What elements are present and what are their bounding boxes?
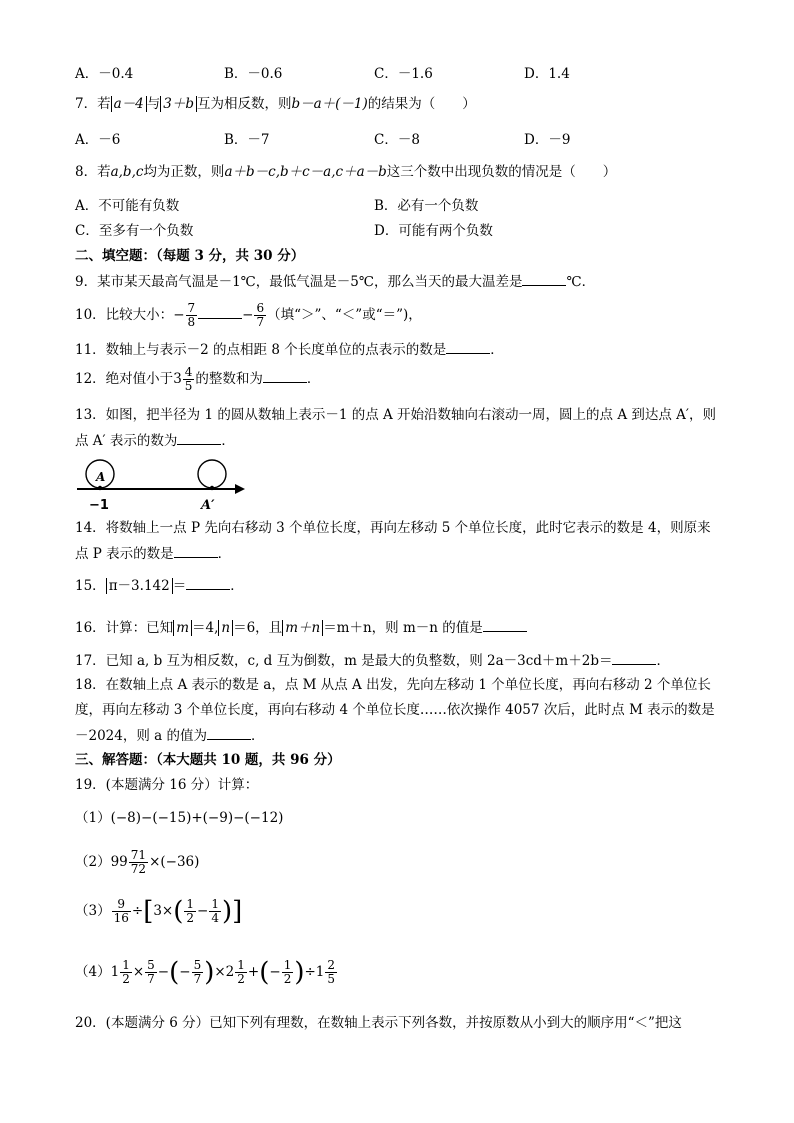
question-19-part-2: （2）99 $\frac{71}{72}$ ×(−36): [75, 848, 200, 876]
question-14-line-1: 14．将数轴上一点 P 先向右移动 3 个单位长度，再向左移动 5 个单位长度，此时它表示的数是 4，则原来: [75, 520, 711, 536]
arrow-head-icon: [235, 484, 245, 494]
q6-option-a: A．－0.4: [75, 66, 134, 82]
question-9: 9．某市某天最高气温是－1℃，最低气温是－5℃，那么当天的最大温差是 ℃．: [75, 271, 595, 292]
abs-expr: a－4: [111, 96, 147, 112]
q7-option-b: B．－7: [224, 132, 270, 148]
q7-option-d: D．－9: [524, 132, 571, 148]
question-17: 17．已知 a, b 互为相反数，c, d 互为倒数，m 是最大的负整数，则 2a－3cd＋m＋2b＝ ．: [75, 650, 670, 671]
fraction: $\frac{1}{2}$: [122, 958, 130, 986]
question-19-title: 19．(本题满分 16 分）计算：: [75, 777, 259, 793]
q7-option-c: C．－8: [374, 132, 420, 148]
fraction: $\frac{71}{72}$: [130, 848, 147, 876]
question-11: 11．数轴上与表示－2 的点相距 8 个长度单位的点表示的数是 ．: [75, 339, 504, 360]
answer-blank[interactable]: [522, 271, 566, 286]
q8-option-d: D．可能有两个负数: [374, 223, 493, 239]
answer-blank[interactable]: [198, 304, 242, 319]
label-neg1: −1: [89, 498, 109, 513]
fraction: $\frac{1}{2}$: [283, 958, 292, 986]
section-2-heading: 二、填空题：（每题 3 分，共 30 分）: [75, 248, 305, 264]
question-19-part-1: （1）(−8)−(−15)+(−9)−(−12): [75, 810, 284, 826]
q6-option-b: B．－0.6: [224, 66, 283, 82]
question-12: 12．绝对值小于3 $\frac{4}{5}$ 的整数和为 ．: [75, 365, 321, 393]
q8-option-c: C．至多有一个负数: [75, 223, 194, 239]
answer-blank[interactable]: [186, 575, 230, 590]
question-14-line-2: 点 P 表示的数是 ．: [75, 543, 231, 564]
fraction: $\frac{1}{2}$: [237, 958, 245, 986]
answer-blank[interactable]: [177, 430, 221, 445]
section-3-heading: 三、解答题：（本大题共 10 题，共 96 分）: [75, 752, 341, 768]
answer-blank[interactable]: [174, 543, 218, 558]
fraction: $\frac{7}{8}$: [187, 301, 196, 329]
fraction: $\frac{4}{5}$: [184, 365, 193, 393]
question-13-line-2: 点 A′ 表示的数为 ．: [75, 430, 235, 451]
answer-blank[interactable]: [483, 617, 527, 632]
point-a-prime: [210, 486, 214, 490]
question-18-line-1: 18．在数轴上点 A 表示的数是 a，点 M 从点 A 出发，先向左移动 1 个单位长度，再向右移动 2 个单位长: [75, 677, 711, 693]
fraction: $\frac{5}{7}$: [193, 958, 202, 986]
rolling-circle-figure: [75, 458, 250, 516]
answer-blank[interactable]: [446, 339, 490, 354]
q6-option-d: D．1.4: [524, 66, 570, 82]
fraction: $\frac{1}{4}$: [211, 897, 219, 925]
abs-expr: 3＋b: [160, 96, 197, 112]
question-16: 16．计算：已知 m ＝4, n ＝6，且 m＋n ＝m＋n，则 m－n 的值是: [75, 617, 527, 638]
fraction: $\frac{9}{16}$: [113, 897, 129, 925]
q6-option-c: C．－1.6: [374, 66, 433, 82]
answer-blank[interactable]: [263, 368, 307, 383]
answer-blank[interactable]: [612, 650, 656, 665]
question-15: 15． π－3.142 ＝ ．: [75, 575, 244, 596]
circle-end: [198, 460, 226, 488]
answer-blank[interactable]: [207, 725, 251, 740]
fraction: $\frac{2}{5}$: [327, 958, 336, 986]
point-a: [98, 486, 102, 490]
label-a-prime: A′: [201, 498, 215, 513]
question-18-line-3: －2024，则 a 的值为 ．: [75, 725, 265, 746]
q8-option-b: B．必有一个负数: [374, 198, 479, 214]
fraction: $\frac{1}{2}$: [186, 897, 195, 925]
fraction: $\frac{6}{7}$: [256, 301, 265, 329]
question-8: 8．若a,b,c均为正数，则a＋b－c,b＋c－a,c＋a－b这三个数中出现负数的情况是（ ）: [75, 164, 617, 180]
question-19-part-4: （4）1 $\frac{1}{2}$ × $\frac{5}{7}$ −(− $\frac{5}{7}$ )×2 $\frac{1}{2}$ +(− $\frac{1}{2}$ )÷1 $\frac{2}{5}$: [75, 957, 336, 988]
question-20: 20．(本题满分 6 分）已知下列有理数，在数轴上表示下列各数，并按原数从小到大的顺序用“＜”把这: [75, 1015, 682, 1031]
question-13-line-1: 13．如图，把半径为 1 的圆从数轴上表示－1 的点 A 开始沿数轴向右滚动一周，圆上的点 A 到达点 A′，则: [75, 407, 716, 423]
q8-option-a: A．不可能有负数: [75, 198, 180, 214]
label-a: A: [96, 470, 106, 484]
q7-option-a: A．－6: [75, 132, 121, 148]
question-19-part-3: （3） $\frac{9}{16}$ ÷[3×( $\frac{1}{2}$ − $\frac{1}{4}$ )]: [75, 896, 243, 927]
question-10: 10．比较大小：− $\frac{7}{8}$ − $\frac{6}{7}$ （填“＞”、“＜”或“＝”)，: [75, 301, 422, 329]
fraction: $\frac{5}{7}$: [147, 958, 155, 986]
question-7: 7．若 a－4 与 3＋b 互为相反数，则b－a＋(－1)的结果为（ ）: [75, 96, 476, 112]
question-18-line-2: 度，再向左移动 3 个单位长度，再向右移动 4 个单位长度……依次操作 4057 次后，此时点 M 表示的数是: [75, 702, 715, 718]
abs-expr: π－3.142: [106, 578, 173, 594]
